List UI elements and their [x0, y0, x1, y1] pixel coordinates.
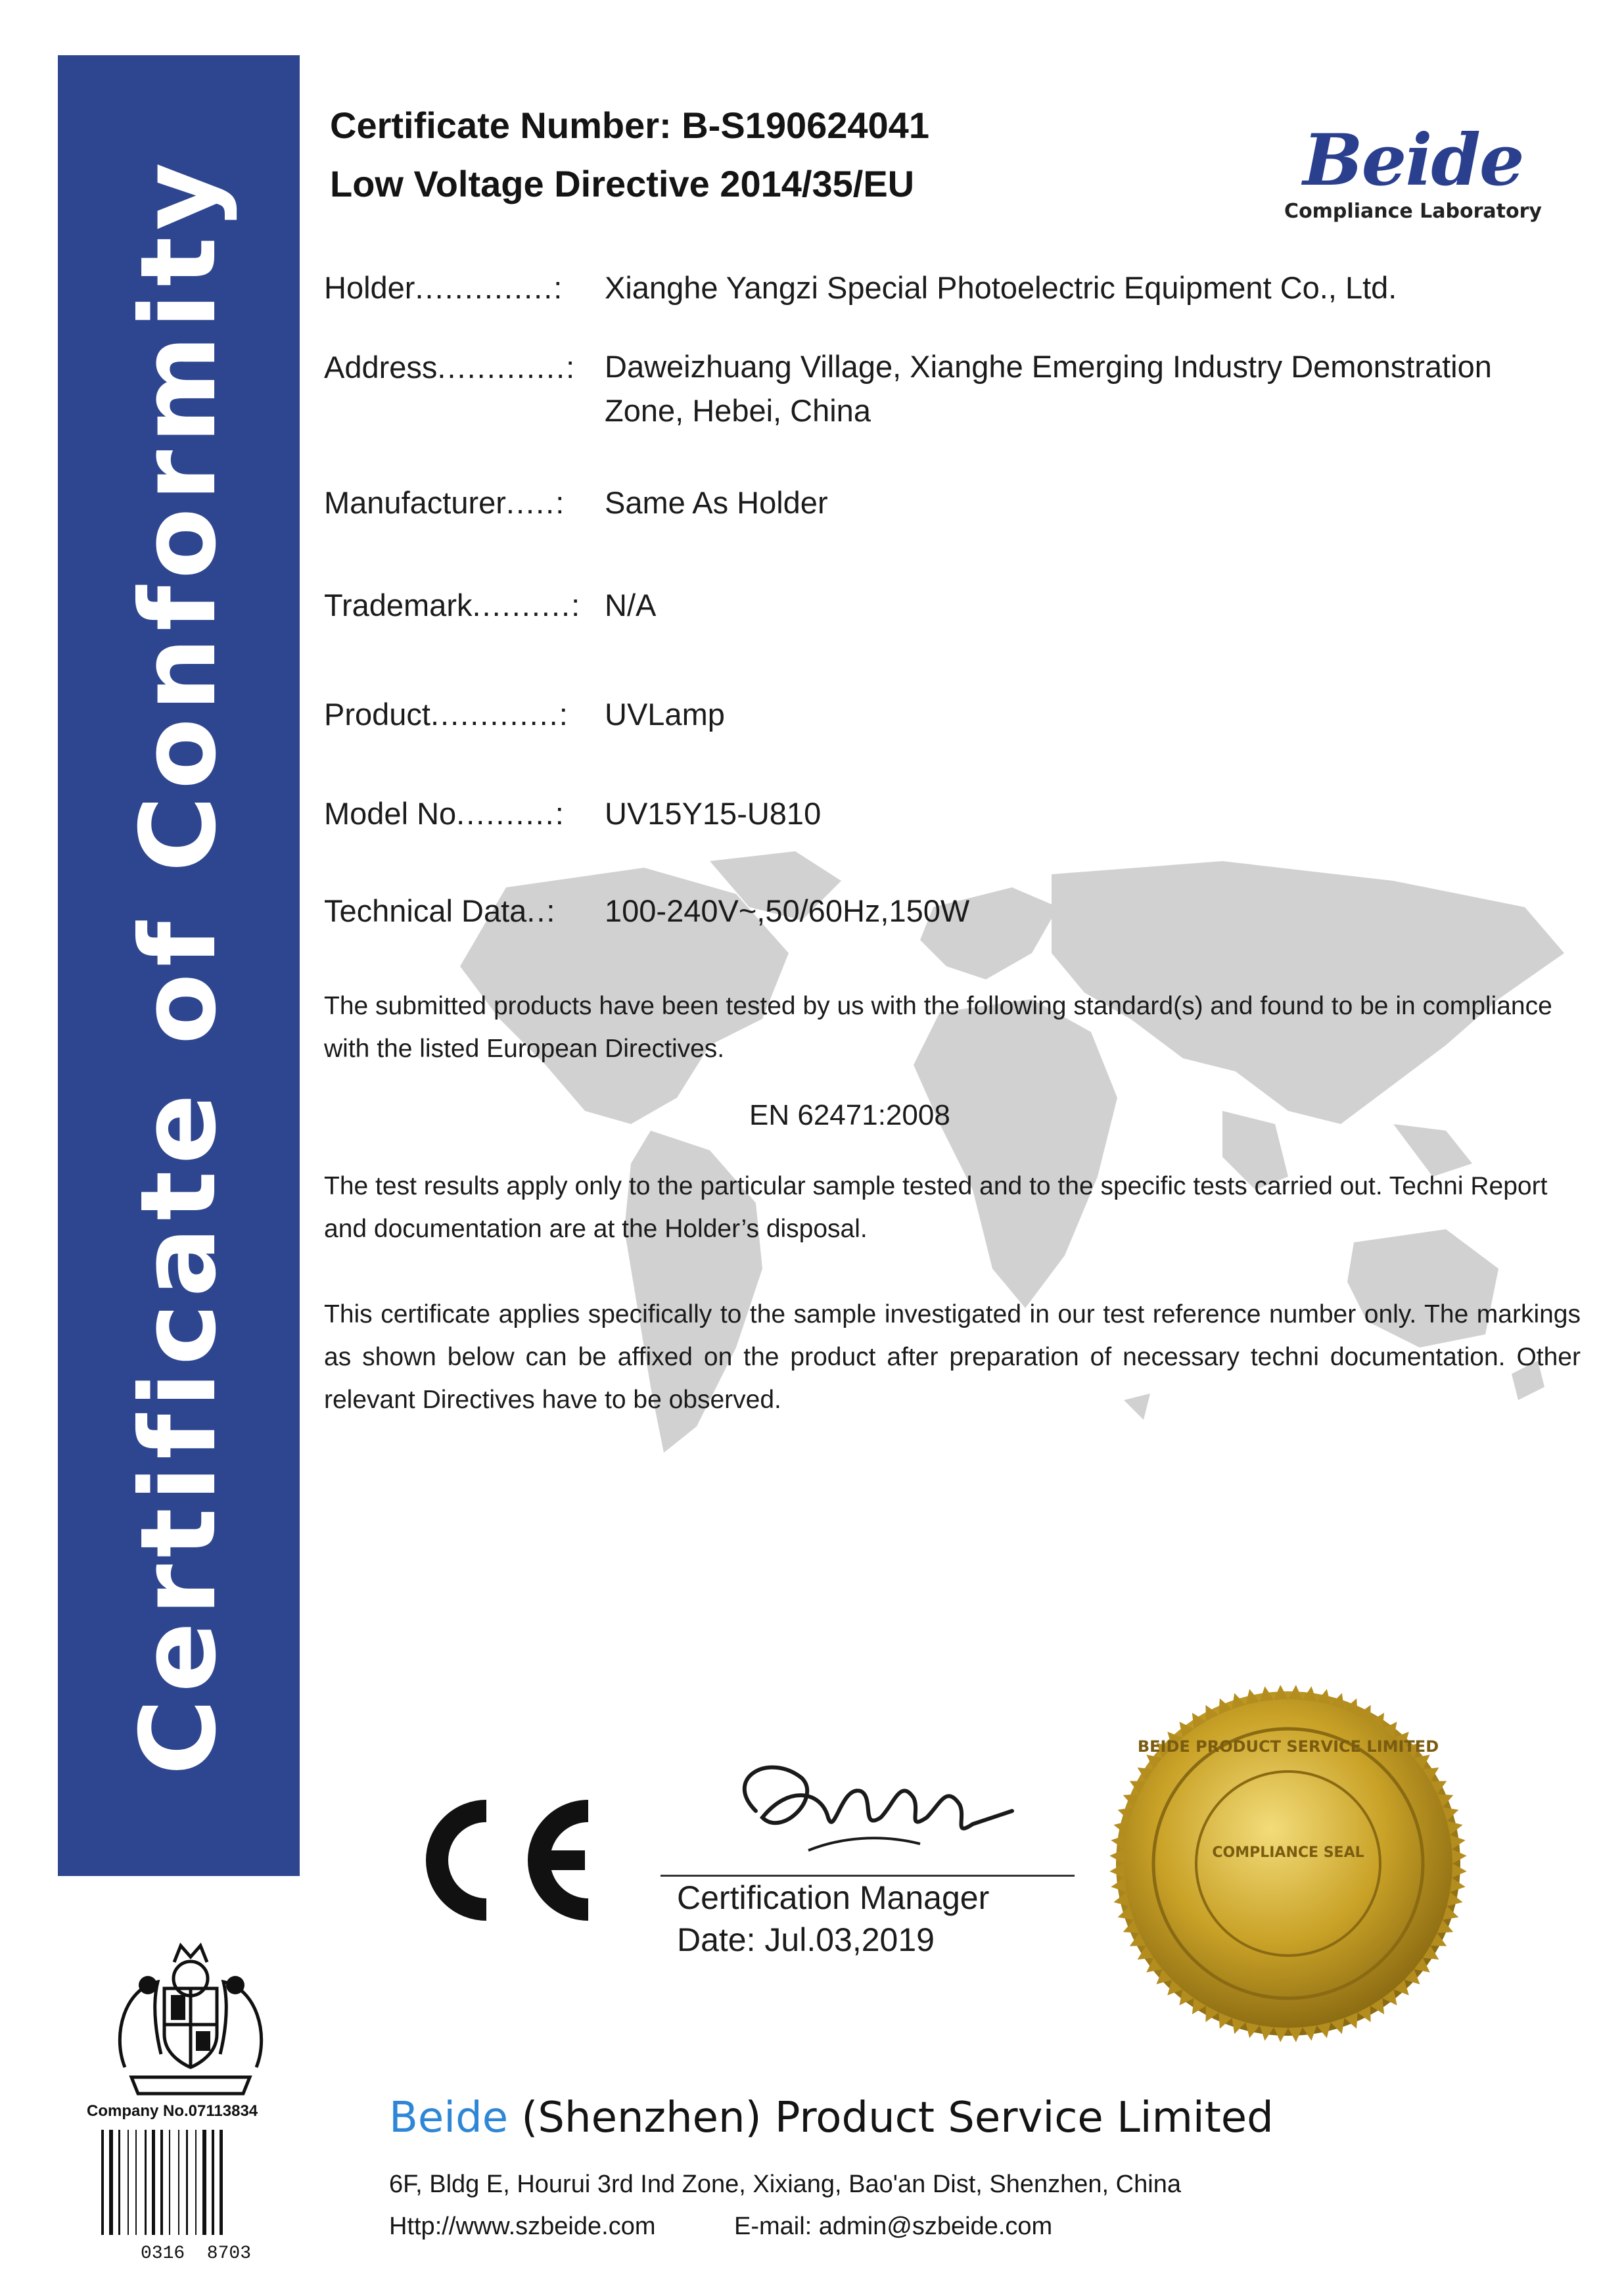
royal-coat-of-arms: [85, 1916, 296, 2100]
standard-reference: EN 62471:2008: [749, 1099, 950, 1131]
applies-paragraph: This certificate applies specifically to the sample investigated in our test reference number only. The markings as shown below can be affixed on the product after preparation of necessary techni documentation. Other relevant Directives have to be observed.: [324, 1300, 1581, 1414]
manager-role: Certification Manager: [677, 1879, 990, 1916]
statement-paragraph: The submitted products have been tested by us with the following standard(s) and found to be in compliance with the listed European Directives.: [324, 992, 1552, 1063]
field-value-model-no: UV15Y15-U810: [605, 796, 822, 831]
results-paragraph: The test results apply only to the particular sample tested and to the specific tests carried out. Techni Report and documentation are at the Holder’s disposal.: [324, 1172, 1548, 1243]
svg-text:0316 8703: 0316 8703: [140, 2243, 252, 2264]
field-label-trademark: Trademark..........:: [324, 588, 582, 622]
barcode: [97, 2130, 294, 2265]
side-banner: [58, 55, 300, 1876]
company-number: Company No.07113834: [87, 2102, 258, 2120]
company-email[interactable]: E-mail: admin@szbeide.com: [734, 2213, 1053, 2240]
field-value-product: UVLamp: [605, 697, 725, 732]
field-label-model-no: Model No..........:: [324, 796, 565, 831]
directive-title: Low Voltage Directive 2014/35/EU: [330, 163, 915, 204]
field-value-manufacturer: Same As Holder: [605, 485, 828, 520]
certificate-date: Date: Jul.03,2019: [677, 1921, 935, 1958]
certificate-number: Certificate Number: B-S190624041: [330, 105, 929, 146]
ce-mark: [388, 1795, 605, 1926]
signature-line: [661, 1875, 1075, 1877]
field-label-address: Address.............:: [324, 350, 576, 385]
manager-signature: [710, 1739, 1038, 1870]
field-label-manufacturer: Manufacturer.....:: [324, 485, 566, 520]
field-value-trademark: N/A: [605, 588, 657, 622]
field-value-address: Daweizhuang Village, Xianghe Emerging Industry Demonstration Zone, Hebei, China: [605, 349, 1492, 428]
field-label-holder: Holder..............:: [324, 270, 564, 305]
field-label-technical-data: Technical Data..:: [324, 893, 557, 928]
banner-title: Certificate of Conformity: [118, 156, 239, 1775]
field-value-holder: Xianghe Yangzi Special Photoelectric Equipment Co., Ltd.: [605, 270, 1397, 305]
field-label-product: Product.............:: [324, 697, 569, 732]
company-website[interactable]: Http://www.szbeide.com: [389, 2213, 656, 2240]
svg-text:COMPLIANCE SEAL: COMPLIANCE SEAL: [1212, 1844, 1364, 1861]
beide-logo: [1249, 119, 1577, 223]
logo-brand: Beide: [1303, 119, 1523, 202]
gold-seal: [1104, 1679, 1472, 2048]
logo-subtitle: Compliance Laboratory: [1284, 200, 1542, 223]
field-value-technical-data: 100-240V~,50/60Hz,150W: [605, 893, 970, 928]
svg-text:BEIDE PRODUCT SERVICE LIMITED: BEIDE PRODUCT SERVICE LIMITED: [1137, 1737, 1439, 1756]
company-address: 6F, Bldg E, Hourui 3rd Ind Zone, Xixiang, Bao'an Dist, Shenzhen, China: [389, 2171, 1181, 2198]
company-name: Beide (Shenzhen) Product Service Limited: [389, 2094, 1274, 2142]
